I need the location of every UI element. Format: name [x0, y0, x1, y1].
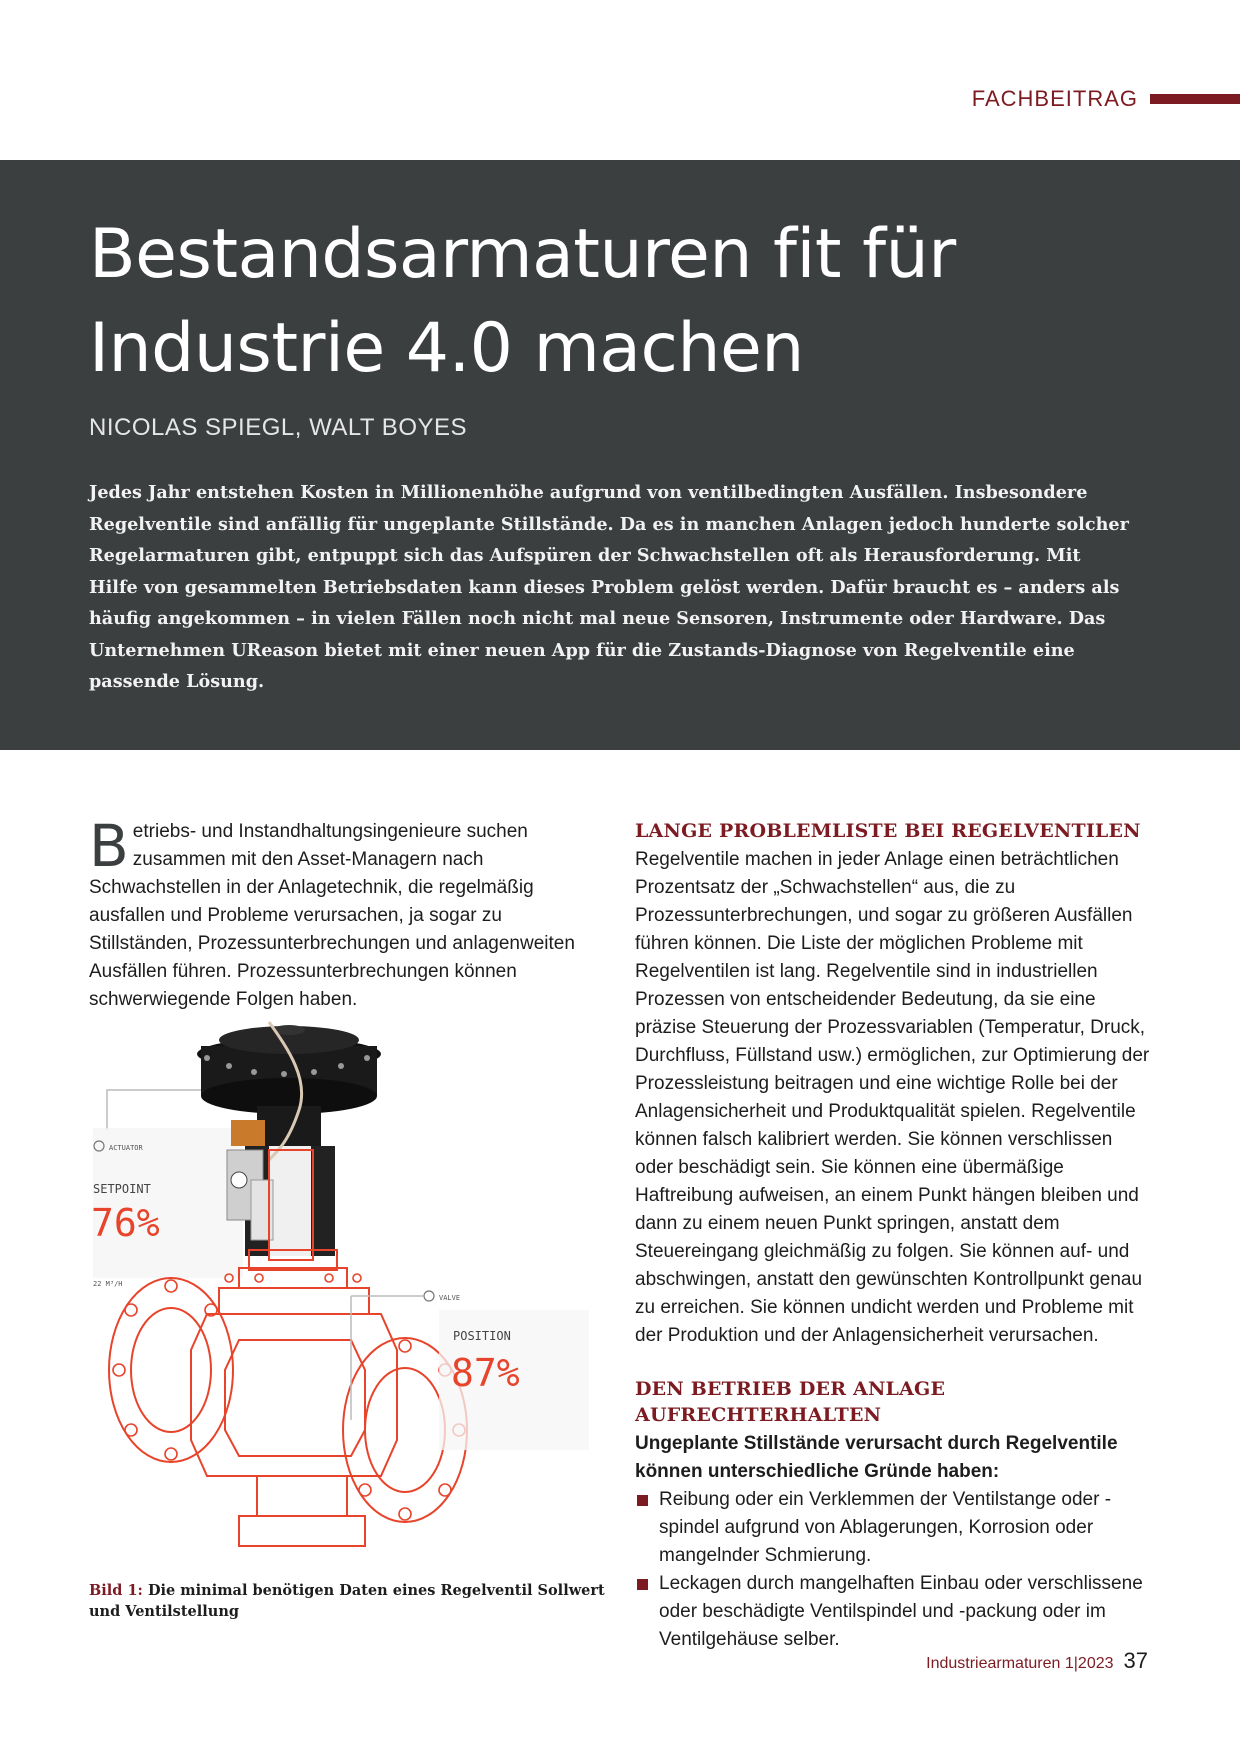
- page-number: 37: [1123, 1648, 1148, 1673]
- magazine-name: Industriearmaturen 1|2023: [926, 1655, 1114, 1672]
- authors: NICOLAS SPIEGL, WALT BOYES: [89, 414, 468, 441]
- position-value: 87%: [451, 1351, 520, 1395]
- article-title: [89, 208, 1169, 396]
- valve-illustration: [89, 1010, 609, 1570]
- title-line-1: Bestandsarmaturen fit für: [89, 215, 956, 294]
- valve-label: VALVE: [439, 1294, 461, 1302]
- section-label: FACHBEITRAG: [971, 86, 1138, 111]
- bullet-square-icon: [637, 1579, 648, 1590]
- flow-value: 22 M³/H: [93, 1280, 123, 1288]
- figure-caption: [89, 1580, 609, 1622]
- valve-figure: [89, 1010, 609, 1570]
- cause-list: [635, 1486, 1153, 1654]
- right-column: [635, 818, 1153, 1654]
- actuator-label: ACTUATOR: [109, 1144, 143, 1152]
- heading-problem-list: LANGE PROBLEMLISTE BEI REGELVENTILEN: [635, 820, 1141, 842]
- title-line-2: Industrie 4.0 machen: [89, 309, 804, 388]
- section-header: [972, 84, 1240, 114]
- bullet-square-icon: [637, 1495, 648, 1506]
- intro-paragraph: [89, 812, 609, 1014]
- setpoint-value: 76%: [91, 1201, 160, 1245]
- intro-text: etriebs- und Instandhaltungsingenieure suchen zusammen mit den Asset-Managern nach Schwachstellen in der Anlagetechnik, die regelmäßig ausfallen und Probleme verursachen, ja sogar zu Stillständen, Prozessunterbrechungen und anlagenweiten Ausfällen führen. Prozessunterbrechungen können schwerwiegende Folgen haben.: [89, 821, 575, 1010]
- setpoint-label: SETPOINT: [93, 1182, 151, 1196]
- position-label: POSITION: [453, 1329, 511, 1343]
- left-column: [89, 812, 609, 1014]
- dropcap: B: [89, 812, 129, 880]
- bold-intro: Ungeplante Stillstände verursacht durch Regelventile können unterschiedliche Gründe haben:: [635, 1433, 1118, 1482]
- lead-paragraph: Jedes Jahr entstehen Kosten in Millionenhöhe aufgrund von ventilbedingten Ausfällen. Insbesondere Regelventile sind anfällig für ungeplante Stillstände. Da es in manchen Anlagen jedoch hunderte solcher Regelarmaturen gibt, entpuppt sich das Aufspüren der Schwachstellen oft als Herausforderung. Mit Hilfe von gesammelten Betriebsdaten kann dieses Problem gelöst werden. Dafür braucht es – anders als häufig angekommen – in vielen Fällen noch nicht mal neue Sensoren, Instrumente oder Hardware. Das Unternehmen UReason bietet mit einer neuen App für die Zustands-Diagnose von Regelventile eine passende Lösung.: [89, 482, 1129, 692]
- caption-text: Die minimal benötigen Daten eines Regelventil Sollwert und Ventilstellung: [89, 1582, 605, 1620]
- list-item-text: Leckagen durch mangelhaften Einbau oder verschlissene oder beschädigte Ventilspindel und -packung oder im Ventilgehäuse selber.: [659, 1573, 1143, 1650]
- problem-list-paragraph: Regelventile machen in jeder Anlage einen beträchtlichen Prozentsatz der „Schwachstellen“ aus, die zu Prozessunterbrechungen, und sogar zu größeren Ausfällen führen können. Die Liste der möglichen Probleme mit Regelventilen ist lang. Regelventile sind in industriellen Prozessen von entscheidender Bedeutung, da sie eine präzise Steuerung der Prozessvariablen (Temperatur, Druck, Durchfluss, Füllstand usw.) ermöglichen, zur Optimierung der Prozessleistung beitragen und eine wichtige Rolle bei der Anlagensicherheit und Produktqualität spielen. Regelventile können falsch kalibriert werden. Sie können verschlissen oder beschädigt sein. Sie können eine übermäßige Haftreibung aufweisen, an einem Punkt hängen bleiben und dann zu einem neuen Punkt springen, anstatt dem Steuereingang gleichmäßig zu folgen. Sie können auf- und abschwingen, anstatt den gewünschten Kontrollpunkt genau zu erreichen. Sie können undicht werden und Probleme mit der Produktion und der Anlagensicherheit verursachen.: [635, 849, 1150, 1346]
- list-item: [635, 1570, 1153, 1654]
- caption-label: Bild 1:: [89, 1582, 143, 1599]
- page-footer: [926, 1648, 1148, 1674]
- heading-operations: DEN BETRIEB DER ANLAGE AUFRECHTERHALTEN: [635, 1378, 946, 1426]
- list-item-text: Reibung oder ein Verklemmen der Ventilstange oder -spindel aufgrund von Ablagerungen, Korrosion oder mangelnder Schmierung.: [659, 1489, 1112, 1566]
- list-item: [635, 1486, 1153, 1570]
- hero-banner: [0, 160, 1240, 750]
- section-bar: [1150, 94, 1240, 104]
